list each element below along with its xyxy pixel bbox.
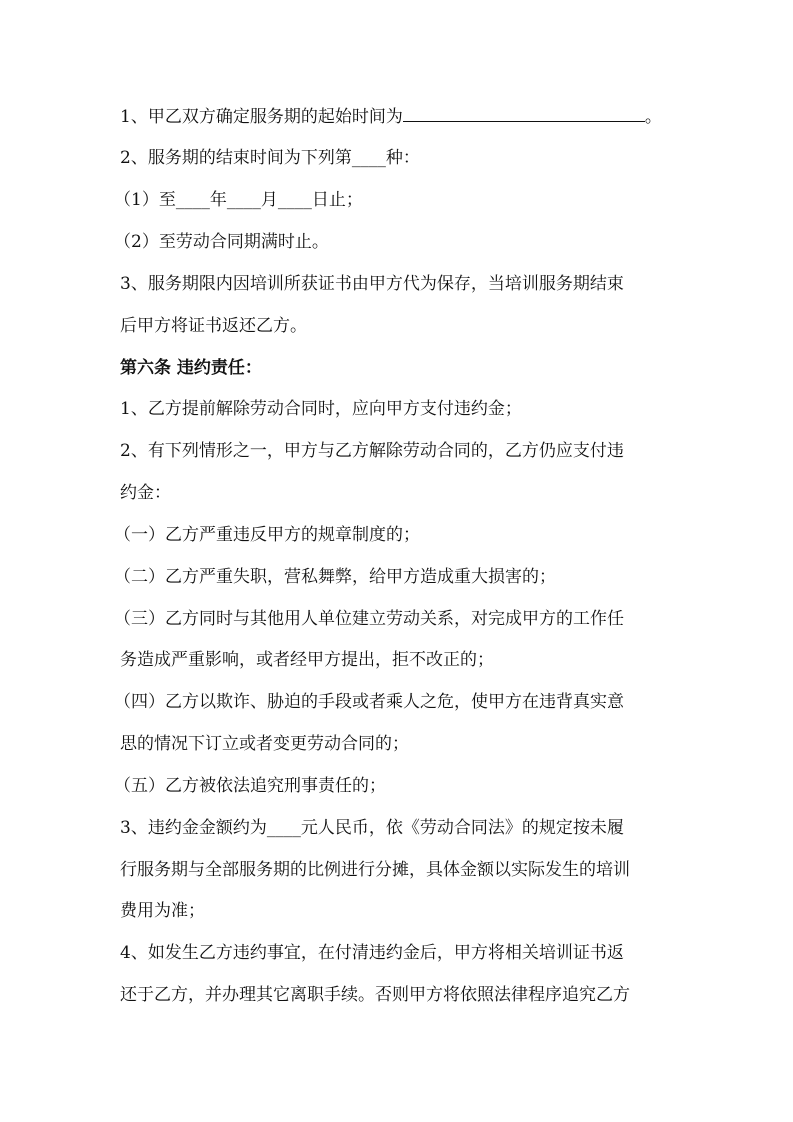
case-4-line-1: （四）乙方以欺诈、胁迫的手段或者乘人之危，使甲方在违背真实意 — [114, 692, 624, 712]
clause-1-start-date — [120, 102, 675, 132]
option-2: （2）至劳动合同期满时止。 — [114, 232, 329, 252]
breach-3-line-1: 3、违约金金额约为____元人民币，依《劳动合同法》的规定按未履 — [120, 818, 624, 838]
case-4-line-2: 思的情况下订立或者变更劳动合同的； — [120, 734, 409, 754]
breach-2-line-2: 约金： — [120, 483, 171, 503]
clause-1-period: 。 — [644, 107, 662, 127]
start-date-blank[interactable] — [403, 103, 645, 122]
clause-2-end-date: 2、服务期的结束时间为下列第____种： — [120, 148, 420, 168]
clause-1-text: 1、甲乙双方确定服务期的起始时间为 — [120, 107, 403, 127]
breach-4-line-1: 4、如发生乙方违约事宜，在付清违约金后，甲方将相关培训证书返 — [120, 943, 624, 963]
clause-3-line-1: 3、服务期限内因培训所获证书由甲方代为保存，当培训服务期结束 — [120, 274, 624, 294]
option-1: （1）至____年____月____日止； — [114, 190, 363, 210]
clause-3-line-2: 后甲方将证书返还乙方。 — [120, 316, 307, 336]
breach-3-line-3: 费用为准； — [120, 901, 205, 921]
article-6-heading: 第六条 违约责任： — [120, 358, 262, 378]
breach-2-line-1: 2、有下列情形之一，甲方与乙方解除劳动合同的，乙方仍应支付违 — [120, 441, 624, 461]
breach-3-line-2: 行服务期与全部服务期的比例进行分摊，具体金额以实际发生的培训 — [120, 860, 630, 880]
case-2: （二）乙方严重失职，营私舞弊，给甲方造成重大损害的； — [114, 567, 556, 587]
case-3-line-1: （三）乙方同时与其他用人单位建立劳动关系，对完成甲方的工作任 — [114, 609, 624, 629]
breach-1: 1、乙方提前解除劳动合同时，应向甲方支付违约金； — [120, 399, 522, 419]
case-3-line-2: 务造成严重影响，或者经甲方提出，拒不改正的； — [120, 650, 494, 670]
case-5: （五）乙方被依法追究刑事责任的； — [114, 776, 386, 796]
breach-4-line-2: 还于乙方，并办理其它离职手续。否则甲方将依照法律程序追究乙方 — [120, 985, 630, 1005]
case-1: （一）乙方严重违反甲方的规章制度的； — [114, 525, 420, 545]
